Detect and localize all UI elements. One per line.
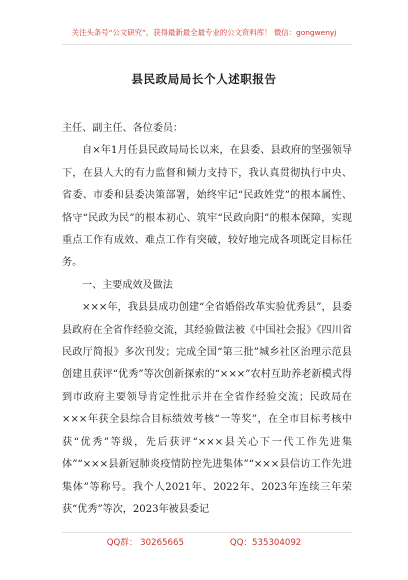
header-divider bbox=[62, 44, 352, 45]
footer-divider bbox=[62, 532, 352, 533]
footer bbox=[0, 536, 408, 548]
document-body bbox=[62, 118, 352, 521]
section-heading: 一、主要成效及做法 bbox=[82, 279, 173, 291]
salutation: 主任、副主任、各位委员： bbox=[62, 123, 184, 134]
body-paragraph: 自×年1月任县民政局局长以来，在县委、县政府的坚强领导下，在县人大的有力监督和倾力支持下，我认真贯彻执行中央、省委、市委和县委决策部署，始终牢记“民政姓党”的根本属性、恪守“民政为民”的根本初心、筑牢“民政向阳”的根本保障，实现重点工作有成效、难点工作有突破，较好地完成各项既定目标任务。 bbox=[62, 145, 352, 269]
document-title: 县民政局局长个人述职报告 bbox=[131, 72, 277, 86]
body-paragraph: ×××年，我县县成功创建“全省婚俗改革实验优秀县”，县委县政府在全省作经验交流，其经验做法被《中国社会报》《四川省民政厅简报》多次刊发；完成全国“第三批”城乡社区治理示范县创建且获评“优秀”等次创新探索的“×××”农村互助养老新模式得到市政府主要领导肯定性批示并在全省作经验交流；民政局在×××年获全县综合目标绩效考核“一等奖”，在全市目标考核中获“优秀”等级，先后获评“×××县关心下一代工作先进集体”“×××县新冠肺炎疫情防控先进集体”“×××县信访工作先进集体”等称号。我个人2021年、2022年、2023年连续三年荣获“优秀”等次，2023年被县委记 bbox=[62, 302, 352, 515]
footer-qq-group: QQ群： 30265665 bbox=[106, 538, 184, 548]
footer-qq: QQ：535304092 bbox=[229, 538, 302, 548]
header-banner: 关注头条号“公文研究”，获得最新最全最专业的公文资料库！ 微信：gongwenyj bbox=[71, 28, 337, 37]
